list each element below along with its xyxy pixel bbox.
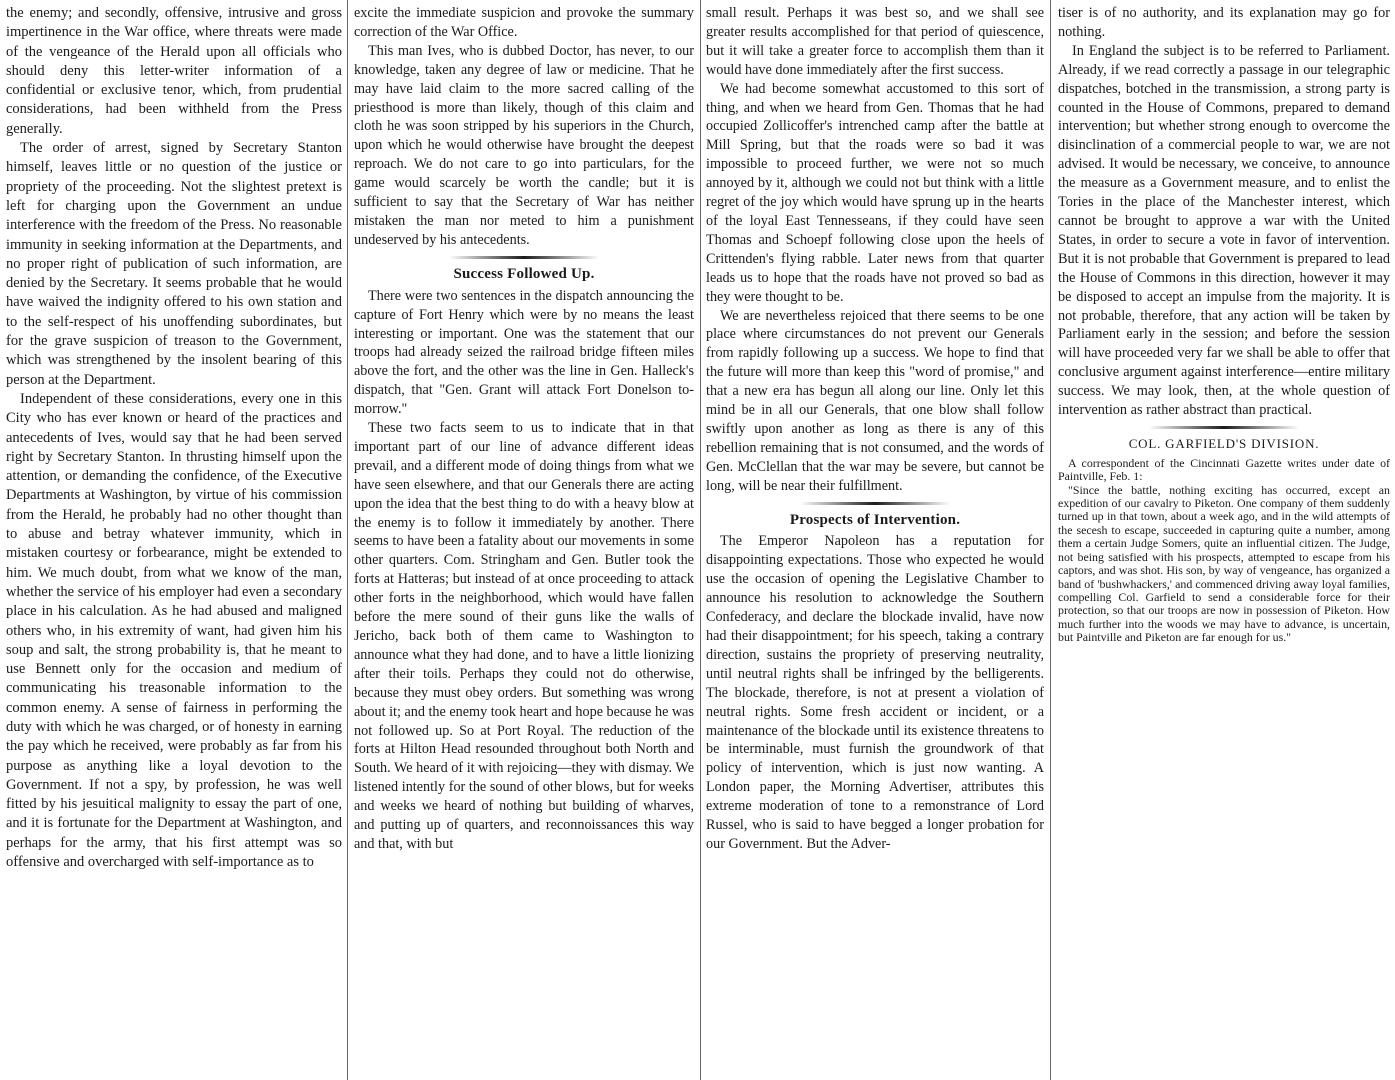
paragraph: tiser is of no authority, and its explanation may go for nothing.	[1058, 5, 1390, 40]
paragraph: In England the subject is to be referred to Parliament. Already, if we read correctly a passage in our telegraphic dispatches, botched in the transmission, a strong party is counted in the House of Commons, prepared to demand intervention; but whether strong enough to overcome the disinclination of a commercial people to war, we are not advised. It would be necessary, we conceive, to announce the measure as a Government measure, and to enlist the Tories in the place of the Manchester interest, which cannot be brought to approve a war with the United States, in order to secure a vote in favor of intervention. But it is not probable that Government is prepared to lead the House of Commons in this direction, however it may be disposed to accept an impulse from the majority. It is not probable, therefore, that any action will be taken by Parliament early in the session; and before the session will have proceeded very far we shall be able to offer that conclusive argument against interference—entire military success. We may look, then, at the whole question of intervention as rather abstract than practical.	[1058, 42, 1390, 419]
section-heading: Success Followed Up.	[453, 265, 595, 282]
column-4	[1058, 4, 1390, 1080]
paragraph: the enemy; and secondly, offensive, intrusive and gross impertinence in the War office, where threats were made of the vengeance of the Herald upon all officials who should deny this letter-writer information of a confidential or exclusive tenor, which, from prudential considerations, had been withheld from the Press generally.	[6, 5, 342, 137]
section-divider	[1149, 426, 1299, 429]
paragraph: excite the immediate suspicion and provoke the summary correction of the War Office.	[354, 5, 694, 40]
section-divider	[800, 502, 950, 505]
dispatch-quote: "Since the battle, nothing exciting has occurred, except an expedition of our cavalry to Piketon. One company of them suddenly turned up in that town, about a week ago, and in the wild attempts of the secesh to escape, succeeded in capturing quite a number, among them a certain Judge Somers, quite an influential citizen. The Judge, not being satisfied with his prospects, attempted to escape from his captors, and was shot. His son, by way of vengeance, has organized a band of 'bushwhackers,' and commenced driving away loyal families, compelling Col. Garfield to send a considerable force for their protection, so that our troops are now in possession of Piketon. How much further into the woods we may have to advance, is uncertain, but Paintville and Piketon are far enough for us."	[1058, 482, 1390, 645]
column-2	[354, 4, 694, 1080]
section-divider	[449, 256, 599, 259]
paragraph: Independent of these considerations, every one in this City who has ever known or heard of the practices and antecedents of Ives, would say that he had been served right by Secretary Stanton. In thrusting himself upon the attention, or demanding the confidence, of the Executive Departments at Washington, by virtue of his commission from the Herald, he probably had no other thought than to abuse and betray whatever immunity, which in mistaken courtesy or forbearance, might be extended to him. We much doubt, from what we know of the man, whether the service of his employer had even a secondary place in his calculation. As he had abused and maligned others who, in his extremity of want, had given him his soup and salt, the strong probability is, that he meant to use Bennett only for the occasion and medium of communicating his treasonable information to the common enemy. A sense of fairness in performing the duty with which he was charged, or of honesty in earning the pay which he received, were probably as far from his purpose as anything like a loyal devotion to the Government. If not a spy, by profession, he was well fitted by his jesuitical malignity to essay the part of one, and it is fortunate for the Department at Washington, and perhaps for the army, that his first attempt was so offensive and overcharged with self-importance as to	[6, 390, 342, 871]
paragraph: The Emperor Napoleon has a reputation for disappointing expectations. Those who expected he would use the occasion of opening the Legislative Chamber to announce his resolution to acknowledge the Southern Confederacy, and declare the blockade invalid, have now had their disappointment; for his speech, taking a contrary direction, sustains the propriety of preserving neutrality, until neutral rights shall be infringed by the belligerents. The blockade, therefore, is not at present a violation of neutral rights. Some fresh accident or incident, or a maintenance of the blockade until its existence threatens to be interminable, must furnish the groundwork of that policy of intervention, which is just now wanting. A London paper, the Morning Advertiser, attributes this extreme moderation of tone to a remonstrance of Lord Russel, who is said to have begged a longer probation for our Government. But the Adver-	[706, 533, 1044, 852]
column-rule	[700, 0, 701, 1080]
dispatch-block	[1058, 457, 1390, 645]
paragraph: This man Ives, who is dubbed Doctor, has never, to our knowledge, taken any degree of law or medicine. That he may have laid claim to the more sacred calling of the priesthood is more than likely, though of this claim and cloth he was soon stripped by his superiors in the Church, upon which he would otherwise have brought the deepest reproach. We do not care to go into particulars, for the game would scarcely be worth the candle; but it is sufficient to say that the Secretary of War has neither mistaken the man nor meted to him a punishment undeserved by his antecedents.	[354, 42, 694, 248]
dispatch-intro: A correspondent of the Cincinnati Gazette writes under date of Paintville, Feb. 1:	[1058, 455, 1390, 484]
column-rule	[1050, 0, 1051, 1080]
paragraph: small result. Perhaps it was best so, and we shall see greater results accomplished for that period of quiescence, but it will take a greater force to accomplish them than it would have done immediately after the first success.	[706, 5, 1044, 78]
column-3	[706, 4, 1044, 1080]
paragraph: The order of arrest, signed by Secretary Stanton himself, leaves little or no question of the justice or propriety of the proceeding. Not the slightest pretext is left for charging upon the Government an undue interference with the freedom of the Press. No reasonable immunity in seeking information at the Departments, and no proper right of publication of such information, are denied by the Secretary. It seems probable that he would have waived the indignity offered to his own station and to the self-respect of his unoffending subordinates, but for the grave suspicion of treason to the Government, which was strengthened by the insolent bearing of this person at the Department.	[6, 140, 342, 388]
paragraph: We are nevertheless rejoiced that there seems to be one place where circumstances do not prevent our Generals from rapidly following up a success. We hope to find that the future will more than keep this "word of promise," and that a new era has begun all along our line. Only let this mind be in all our Generals, that one blow shall follow swiftly upon another as long as there is any of this rebellion remaining that is not consumed, and the words of Gen. McClellan that the war may be severe, but cannot be long, will be near their fulfillment.	[706, 307, 1044, 494]
paragraph: We had become somewhat accustomed to this sort of thing, and when we heard from Gen. Thomas that he had occupied Zollicoffer's intrenched camp after the battle at Mill Spring, but that the roads were so bad it was impossible to proceed further, we were not so much annoyed by it, although we could not but think with a little regret of the joy which would have sprung up in the hearts of the loyal East Tennesseans, if they could have seen Thomas and Schoepf following close upon the heels of Crittenden's flying rabble. Later news from that quarter leads us to hope that the roads have not proved so bad as they were thought to be.	[706, 80, 1044, 305]
paragraph: These two facts seem to us to indicate that in that important part of our line of advance different ideas prevail, and a different mode of doing things from what we have seen elsewhere, and that our Generals there are acting upon the idea that the best thing to do with a heavy blow at the enemy is to follow it immediately by another. There seems to have been a fatality about our movements in some other quarters. Com. Stringham and Gen. Butler took the forts at Hatteras; but instead of at once proceeding to attack other forts in the neighborhood, which would have fallen before the mere sound of their guns like the walls of Jericho, back both of them came to Washington to announce what they had done, and to have a little lionizing after their toils. Perhaps they could not do otherwise, because they must obey orders. But something was wrong about it; and the enemy took heart and hope because he was not followed up. So at Port Royal. The reduction of the forts at Hilton Head resounded throughout both North and South. We heard of it with rejoicing—they with dismay. We listened intently for the sound of other blows, but for weeks and weeks we heard of nothing but building of wharves, and putting up of quarters, and reconnoissances this way and that, with but	[354, 420, 694, 852]
section-heading: Prospects of Intervention.	[789, 511, 961, 528]
column-rule	[347, 0, 348, 1080]
paragraph: There were two sentences in the dispatch announcing the capture of Fort Henry which were by no means the least interesting or important. One was the statement that our troops had already seized the railroad bridge fifteen miles above the fort, and the other was the line in Gen. Halleck's dispatch, that "Gen. Grant will attack Fort Donelson to-morrow."	[354, 287, 694, 418]
column-1	[6, 4, 342, 1080]
section-heading: COL. GARFIELD'S DIVISION.	[1128, 435, 1320, 451]
